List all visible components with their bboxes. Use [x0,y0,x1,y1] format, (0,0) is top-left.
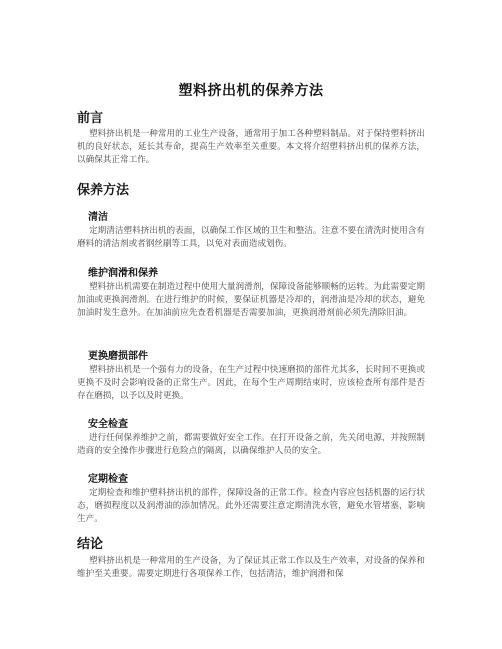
section-heading-methods: 保养方法 [77,183,130,198]
safety-check-paragraph: 进行任何保养维护之前，都需要做好安全工作。在打开设备之前，先关闭电源，并按照制造商的安全操作步骤进行危险点的隔离，以确保维护人员的安全。 [77,433,425,457]
conclusion-paragraph: 塑料挤出机是一种常用的生产设备，为了保证其正常工作以及生产效率，对设备的保养和维护至关重要。需要定期进行各项保养工作，包括清洁，维护润滑和保 [77,556,425,580]
document-title: 塑料挤出机的保养方法 [178,83,324,99]
periodic-check-paragraph: 定期检查和维护塑料挤出机的部件，保障设备的正常工作。检查内容应包括机器的运行状态，磨损程度以及润滑油的添加情况。此外还需要注意定期清洗水管，避免水管堵塞，影响生产。 [77,488,425,525]
subheading-lubrication: 维护润滑和保养 [88,268,158,279]
subheading-safety-check: 安全检查 [88,419,128,430]
section-heading-intro: 前言 [77,111,104,126]
lubrication-paragraph: 塑料挤出机需要在制造过程中使用大量润滑剂，保障设备能够顺畅的运转。为此需要定期加油或更换润滑剂。在进行维护的时候，要保证机器是冷却的，润滑油是冷却的状态，避免加油时发生意外。在加油前应先查看机器是否需要加油，更换润滑剂前必须先清除旧油。 [77,282,425,319]
subheading-periodic-check: 定期检查 [88,474,128,485]
replace-parts-paragraph: 塑料挤出机是一个强有力的设备，在生产过程中快速磨损的部件尤其多，长时间不更换或更换不及时会影响设备的正常生产。因此，在每个生产周期结束时，应该检查所有部件是否存在磨损，以予以及时更换。 [77,365,425,402]
subheading-replace-parts: 更换磨损部件 [88,351,148,362]
section-heading-conclusion: 结论 [77,537,104,552]
intro-paragraph: 塑料挤出机是一种常用的工业生产设备，通常用于加工各种塑料制品。对于保持塑料挤出机的良好状态，延长其寿命，提高生产效率至关重要。本文将介绍塑料挤出机的保养方法，以确保其正常工作。 [77,129,425,166]
subheading-cleaning: 清洁 [88,212,108,223]
cleaning-paragraph: 定期清洁塑料挤出机的表面，以确保工作区域的卫生和整洁。注意不要在清洗时使用含有磨料的清洁剂或者钢丝刷等工具，以免对表面造成划伤。 [77,226,425,250]
